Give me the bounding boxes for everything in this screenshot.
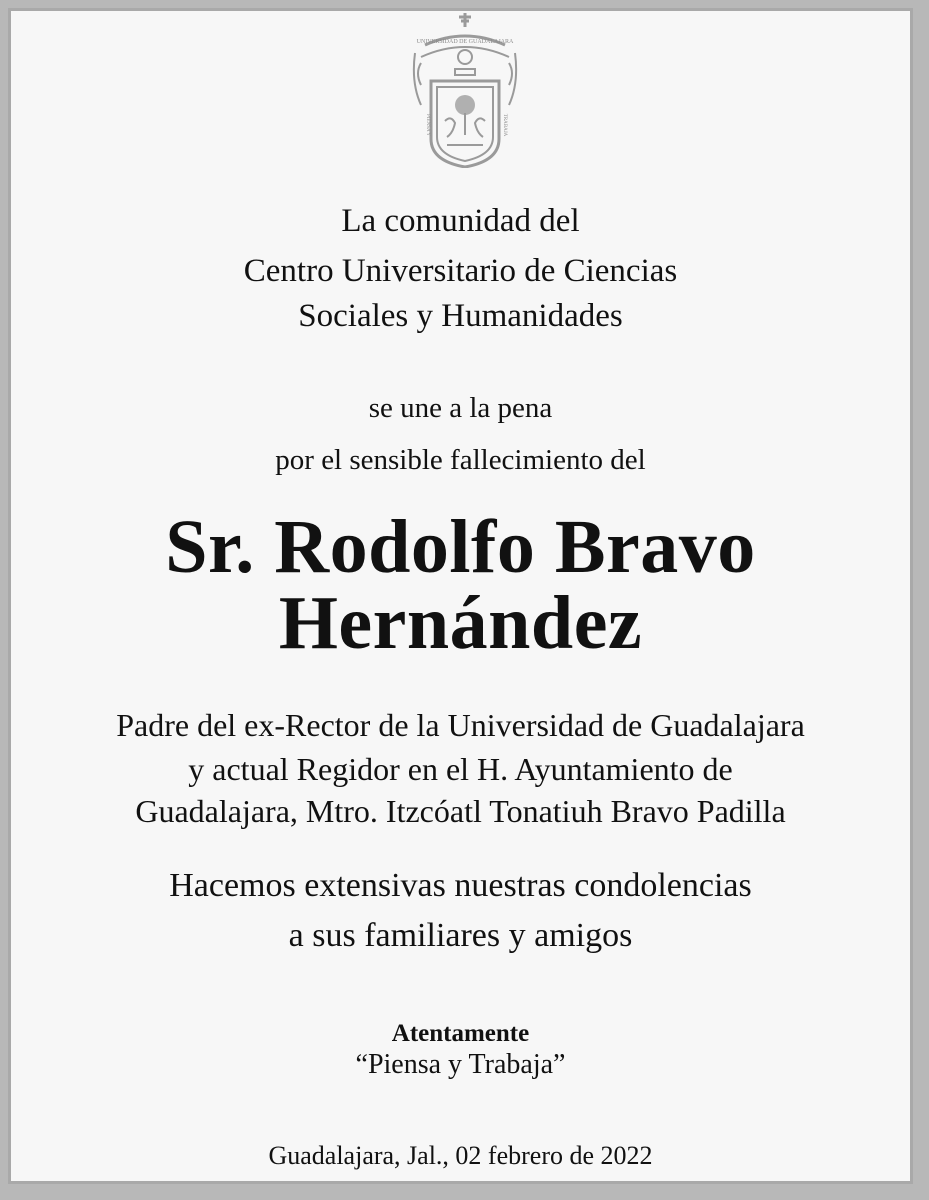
deceased-name-line-2: Hernández (278, 581, 643, 665)
seal-ring-text: UNIVERSIDAD DE GUADALAJARA (416, 39, 514, 45)
sorrow-line-2: por el sensible fallecimiento del (275, 444, 646, 476)
university-seal-logo (407, 13, 523, 168)
intro-line-2: Centro Universitario de Ciencias (243, 253, 678, 289)
sorrow-line-1: se une a la pena (368, 392, 553, 424)
deceased-name-line-1: Sr. Rodolfo Bravo (165, 505, 756, 589)
relation-line-1: Padre del ex-Rector de la Universidad de Guadalajara (116, 707, 805, 743)
seal-left-motto: PIENSA Y (425, 114, 430, 136)
date-line: Guadalajara, Jal., 02 febrero de 2022 (268, 1141, 653, 1170)
condolences-line-2: a sus familiares y amigos (288, 917, 633, 954)
obituary-notice (8, 8, 913, 1184)
university-motto: “Piensa y Trabaja” (355, 1049, 566, 1080)
signoff: Atentamente (391, 1020, 530, 1047)
seal-right-motto: TRABAJA (502, 113, 507, 137)
relation-line-2: y actual Regidor en el H. Ayuntamiento de (188, 751, 733, 787)
condolences-line-1: Hacemos extensivas nuestras condolencias (169, 867, 752, 904)
intro-line-3: Sociales y Humanidades (298, 298, 623, 334)
intro-line-1: La comunidad del (341, 203, 580, 239)
relation-line-3: Guadalajara, Mtro. Itzcóatl Tonatiuh Bravo Padilla (135, 793, 786, 829)
